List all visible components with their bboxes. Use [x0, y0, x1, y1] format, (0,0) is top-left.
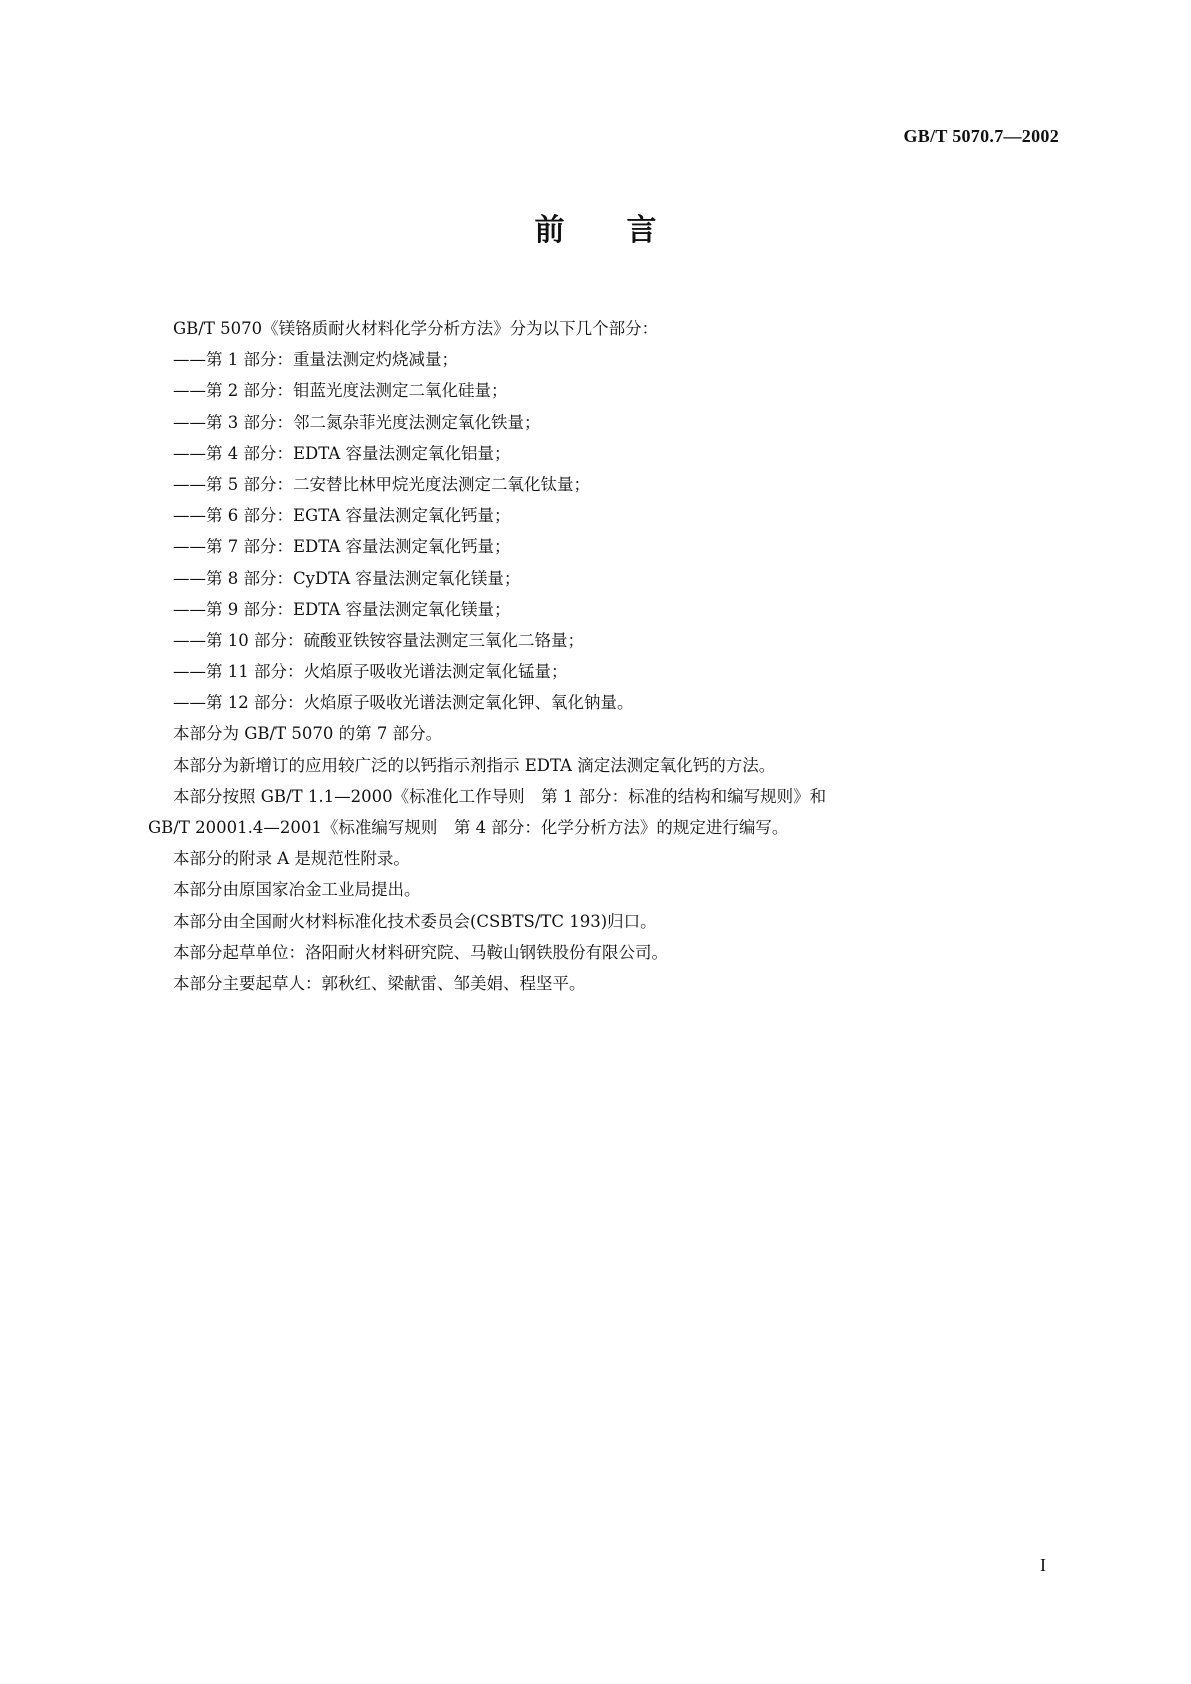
page-title: 前言	[534, 213, 719, 248]
part-list-item: ——第 1 部分：重量法测定灼烧减量；	[173, 350, 458, 370]
part-list-item: ——第 6 部分：EGTA 容量法测定氧化钙量；	[173, 506, 511, 526]
part-list-item: ——第 8 部分：CyDTA 容量法测定氧化镁量；	[173, 568, 521, 588]
paragraph-drafting-units: 本部分起草单位：洛阳耐火材料研究院、马鞍山钢铁股份有限公司。	[173, 942, 668, 962]
standard-number: GB/T 5070.7—2002	[903, 126, 1059, 146]
part-list-item: ——第 10 部分：硫酸亚铁铵容量法测定三氧化二铬量；	[173, 630, 584, 650]
part-list-item: ——第 4 部分：EDTA 容量法测定氧化铝量；	[173, 443, 511, 463]
paragraph-committee: 本部分由全国耐火材料标准化技术委员会(CSBTS/TC 193)归口。	[173, 911, 657, 931]
paragraph-drafters: 本部分主要起草人：郭秋红、梁献雷、邹美娟、程坚平。	[173, 973, 586, 993]
part-list-item: ——第 9 部分：EDTA 容量法测定氧化镁量；	[173, 599, 511, 619]
part-list-item: ——第 2 部分：钼蓝光度法测定二氧化硅量；	[173, 381, 508, 401]
foreword-body	[148, 313, 1053, 999]
paragraph-scope: 本部分为新增订的应用较广泛的以钙指示剂指示 EDTA 滴定法测定氧化钙的方法。	[173, 755, 776, 775]
page-number: I	[1040, 1555, 1046, 1575]
paragraph-annex: 本部分的附录 A 是规范性附录。	[173, 849, 410, 869]
part-list-item: ——第 11 部分：火焰原子吸收光谱法测定氧化锰量；	[173, 662, 568, 682]
part-list-item: ——第 3 部分：邻二氮杂菲光度法测定氧化铁量；	[173, 412, 541, 432]
intro-paragraph: GB/T 5070《镁铬质耐火材料化学分析方法》分为以下几个部分：	[173, 319, 659, 338]
paragraph-part-number: 本部分为 GB/T 5070 的第 7 部分。	[173, 724, 443, 744]
part-list-item: ——第 7 部分：EDTA 容量法测定氧化钙量；	[173, 537, 511, 557]
paragraph-drafting-rules-continued: GB/T 20001.4—2001《标准编写规则 第 4 部分：化学分析方法》的规定进行编写。	[148, 818, 789, 837]
part-list-item: ——第 5 部分：二安替比林甲烷光度法测定二氧化钛量；	[173, 474, 590, 494]
part-list-item: ——第 12 部分：火焰原子吸收光谱法测定氧化钾、氧化钠量。	[173, 693, 634, 713]
paragraph-drafting-rules: 本部分按照 GB/T 1.1—2000《标准化工作导则 第 1 部分：标准的结构和编写规则》和	[173, 786, 827, 806]
paragraph-proposer: 本部分由原国家冶金工业局提出。	[173, 880, 421, 900]
